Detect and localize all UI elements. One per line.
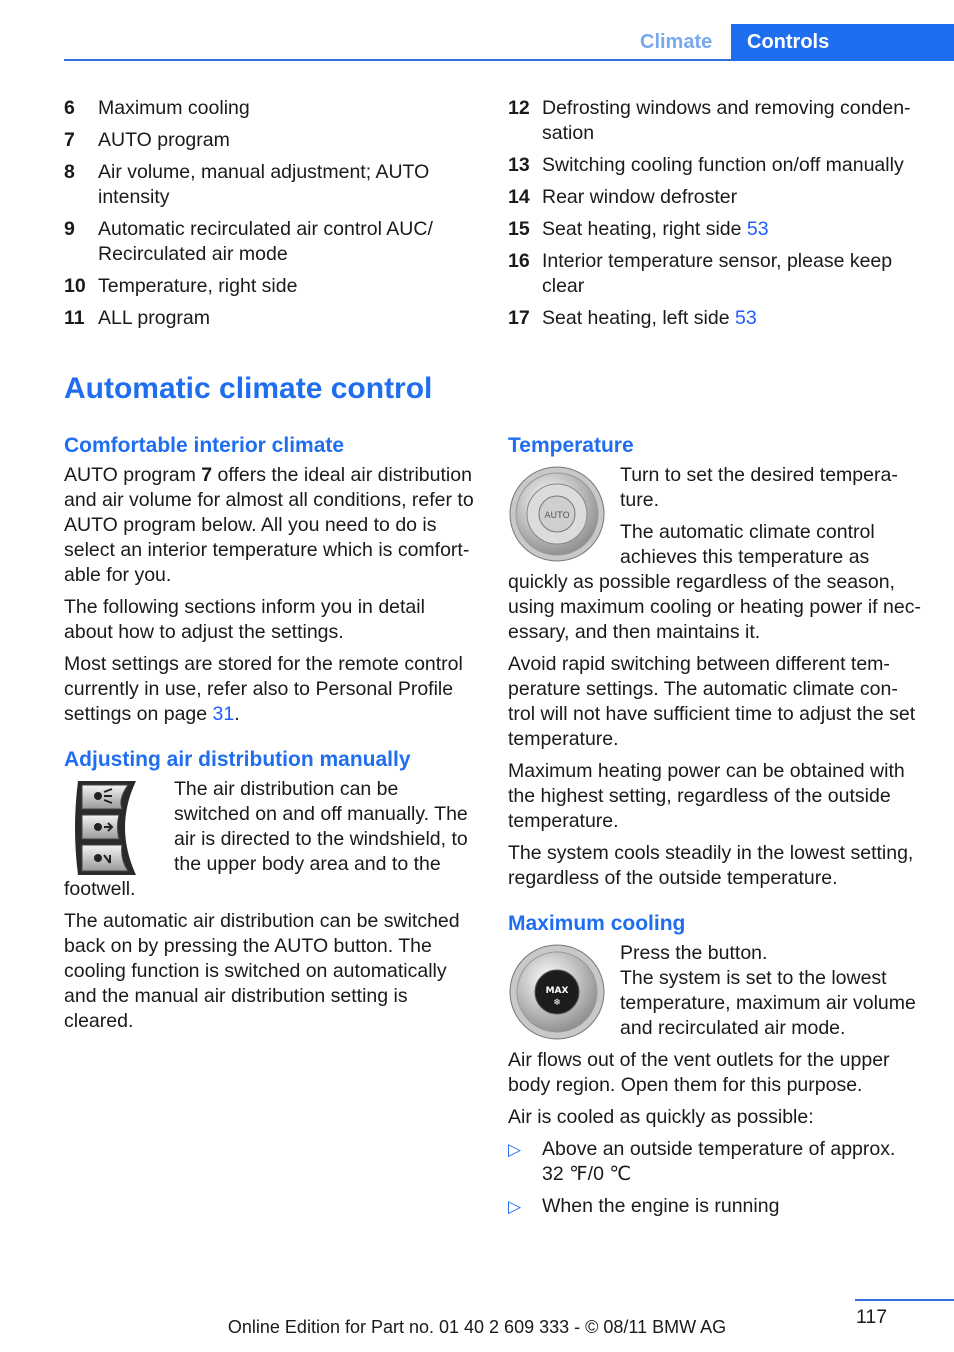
legend-item: 9 Automatic recirculated air control AUC/ Recirculated air mode [64,218,433,265]
header-section-label: Climate [640,31,713,53]
temperature-section [508,433,922,891]
legend-item: 10 Temperature, right side [64,275,298,297]
section-heading: Adjusting air distribution manually [64,748,411,771]
legend-list-left [64,96,454,338]
legend-item: 13 Switching cooling function on/off manually [508,154,904,176]
paragraph: Turn to set the desired tempera-ture. [620,464,898,511]
svg-text:AUTO: AUTO [544,511,570,521]
header-chapter-tab: Controls [731,24,954,61]
legend-item: 11 ALL program [64,307,211,329]
page-link[interactable]: 31 [212,703,235,725]
paragraph: The air distribution can be switched on and off manually. The air is directed to the windshield, to the upper body area and to the footwell. [64,778,468,900]
footer-rule [855,1299,954,1301]
max-cooling-knob-icon [508,943,606,1041]
paragraph: Air is cooled as quickly as possible: [508,1106,814,1128]
page-link[interactable]: 53 [734,307,757,329]
legend-item: 15 Seat heating, right side 53 [508,218,769,240]
legend-item: 14 Rear window defroster [508,186,738,208]
triangle-bullet-icon: ▷ [508,1197,522,1216]
comfortable-climate-section [64,433,478,727]
page-title: Automatic climate control [64,372,433,405]
temperature-knob-icon [508,465,606,563]
left-column [64,433,478,1054]
legend-list-right [508,96,928,338]
air-distribution-buttons-icon [64,779,160,877]
legend-item: 12 Defrosting windows and removing conden-sation [508,97,911,144]
paragraph: Press the button. [620,942,768,964]
page-link[interactable]: 53 [746,218,769,240]
section-heading: Maximum cooling [508,912,686,935]
paragraph: Air flows out of the vent outlets for the upper body region. Open them for this purpose. [508,1049,890,1096]
section-heading: Comfortable interior climate [64,434,345,457]
right-column [508,433,922,1239]
section-heading: Temperature [508,434,634,457]
svg-text:❄: ❄ [553,998,561,1008]
legend-item: 17 Seat heating, left side 53 [508,307,757,329]
air-distribution-section [64,747,478,1034]
bullet-list [508,1137,922,1219]
paragraph: AUTO program 7 offers the ideal air distribution and air volume for almost all conditions, refer to AUTO program below. All you need to do is select an interior temperature which is comfort-able for you. [64,464,474,586]
list-item: ▷ Above an outside temperature of approx. 32 ℉/0 ℃ [508,1138,896,1185]
list-item: ▷ When the engine is running [508,1195,780,1217]
paragraph: The automatic climate control achieves this temperature as quickly as possible regardless of the season, using maximum cooling or heating power if nec-essary, and then maintains it. [508,521,921,643]
legend-item: 7 AUTO program [64,129,230,151]
legend-item: 8 Air volume, manual adjustment; AUTO intensity [64,161,430,208]
triangle-bullet-icon: ▷ [508,1140,522,1159]
paragraph: The following sections inform you in detail about how to adjust the settings. [64,596,425,643]
legend-item: 16 Interior temperature sensor, please keep clear [508,250,893,297]
svg-text:MAX: MAX [545,986,569,996]
paragraph: The system cools steadily in the lowest setting, regardless of the outside temperature. [508,842,914,889]
maximum-cooling-section [508,911,922,1219]
paragraph: Most settings are stored for the remote control currently in use, refer also to Personal Profile settings on page 31. [64,653,463,725]
paragraph: Avoid rapid switching between different tem-perature settings. The automatic climate con-trol will not have sufficient time to adjust the set temperature. [508,653,916,750]
paragraph: The automatic air distribution can be switched back on by pressing the AUTO button. The cooling function is switched on automatically and the manual air distribution setting is cleared. [64,910,460,1032]
legend-item: 6 Maximum cooling [64,97,250,119]
paragraph: Maximum heating power can be obtained with the highest setting, regardless of the outside temperature. [508,760,905,832]
paragraph: The system is set to the lowest temperature, maximum air volume and recirculated air mode. [620,967,916,1039]
page-number: 117 [856,1306,888,1328]
footer-text: Online Edition for Part no. 01 40 2 609 333 - © 08/11 BMW AG [227,1317,727,1337]
